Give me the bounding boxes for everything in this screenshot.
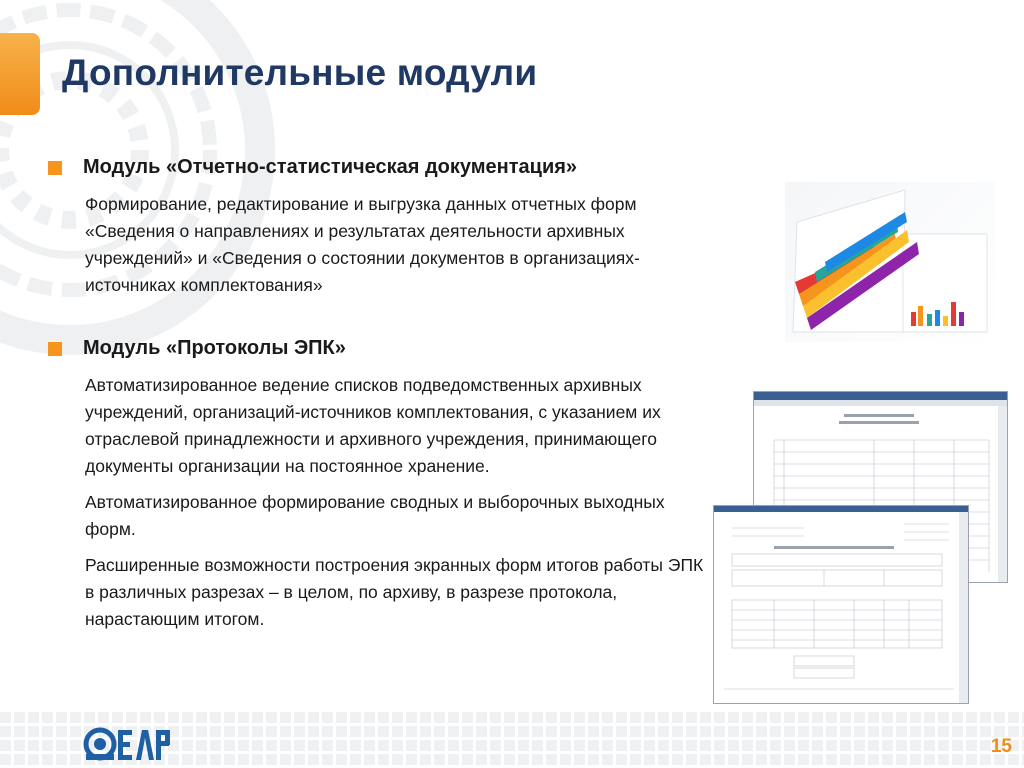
bullet-square-icon — [48, 342, 62, 356]
section-report-module — [48, 156, 708, 299]
protocol-form-screenshot — [713, 505, 969, 704]
slide-title: Дополнительные модули — [62, 52, 538, 93]
section-paragraph: Формирование, редактирование и выгрузка данных отчетных форм «Сведения о направлениях и результатах деятельности архивных учреждений» и «Сведения о состоянии документов в организациях-источниках комплектования» — [85, 194, 640, 295]
section-paragraph: Расширенные возможности построения экранных форм итогов работы ЭПК в различных разрезах – в целом, по архиву, в разрезе протокола, нарастающим итогом. — [85, 555, 704, 629]
chart-illustration-image — [785, 182, 995, 342]
section-heading: Модуль «Отчетно-статистическая документация» — [83, 156, 578, 178]
company-logo — [82, 722, 172, 764]
section-heading: Модуль «Протоколы ЭПК» — [83, 337, 346, 359]
section-paragraph: Автоматизированное формирование сводных и выборочных выходных форм. — [85, 492, 665, 539]
page-number: 15 — [990, 736, 1012, 757]
bullet-square-icon — [48, 161, 62, 175]
section-paragraph: Автоматизированное ведение списков подведомственных архивных учреждений, организаций-источников комплектования, с указанием их отраслевой принадлежности и архивного учреждения, принимающего документы организации на постоянное хранение. — [85, 375, 661, 476]
orange-accent-tab — [0, 33, 40, 115]
section-epk-module — [48, 337, 708, 633]
